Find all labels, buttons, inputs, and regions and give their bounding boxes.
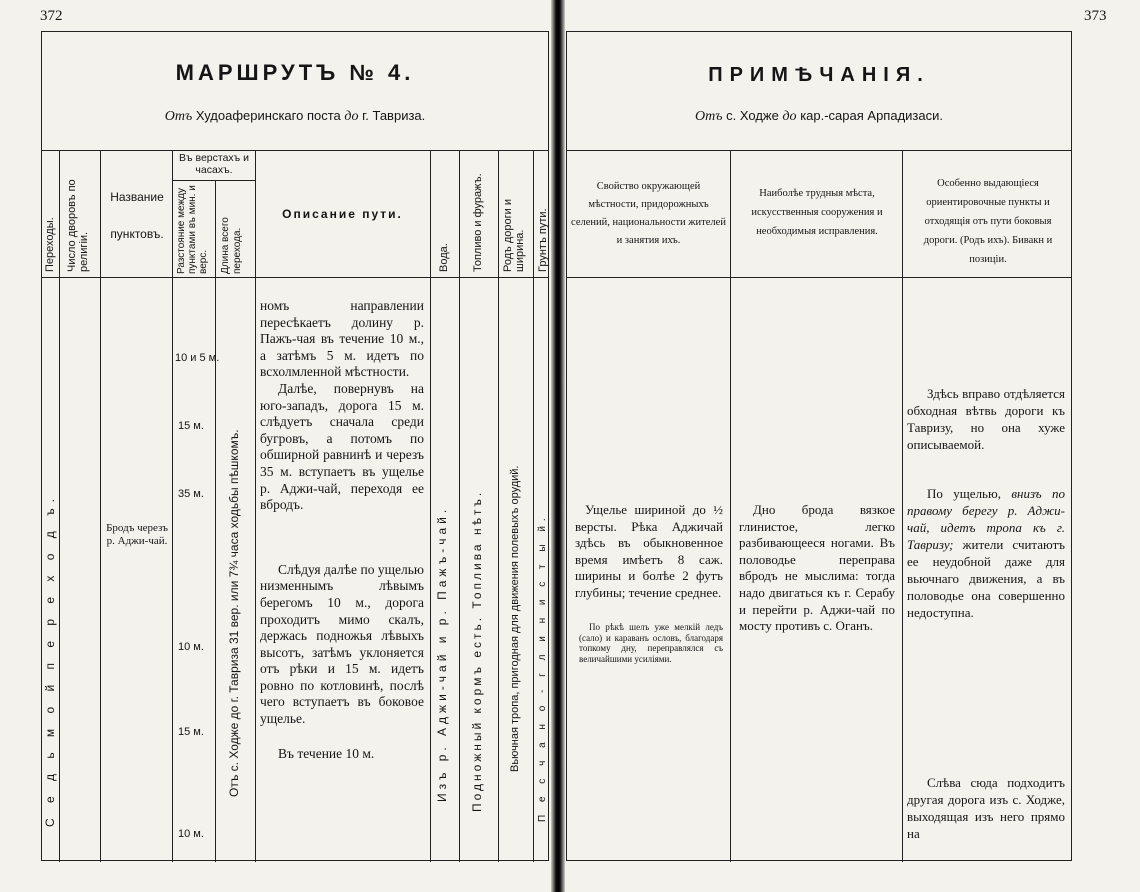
header-description: Описание пути. [282, 207, 403, 221]
col-divider [730, 150, 731, 862]
subtitle-to: г. Тавриза. [362, 108, 426, 123]
subheader-rule [173, 180, 255, 181]
header-points-name: Название [110, 190, 164, 204]
header-soil: Грунтъ пути. [537, 208, 549, 272]
distance-2: 15 м. [178, 420, 204, 432]
notes-col1-note: По рѣкѣ шелъ уже мелкій ледъ (сало) и караванъ ословъ, благодаря топкому дну, переправлялся съ величайшими усиліями. [579, 622, 723, 664]
notes-header-bottom-rule [567, 277, 1071, 278]
header-points-suffix: пунктовъ. [110, 227, 164, 241]
point-name: Бродъ черезъ р. Аджи-чай. [106, 522, 168, 547]
notes-title: ПРИМѢЧАНІЯ. [708, 64, 930, 86]
route-subtitle [42, 108, 548, 125]
col-divider [498, 150, 499, 862]
distance-3: 35 м. [178, 488, 204, 500]
description-para-3: Слѣдуя далѣе по ущелью низменнымъ лѣвымъ берегомъ 10 м., дорога проходитъ мимо скалъ, держась подножья лѣвыхъ высотъ, затѣмъ уклоняется отъ рѣки и 15 м. идетъ ровно по котловинѣ, послѣ чего вступаетъ въ боковое ущелье. [260, 561, 424, 727]
col3-para2-a: По ущелью, [927, 486, 1012, 501]
notes-header-top-rule [567, 150, 1071, 151]
col-divider [172, 150, 173, 862]
crossing-label: С е д ь м о й п е р е х о д ъ. [43, 493, 57, 827]
notes-col3-para3: Слѣва сюда подходитъ другая дорога изъ с. Ходже, выходящая изъ него прямо на [907, 775, 1065, 841]
col-divider [430, 150, 431, 862]
header-fuel: Топливо и фуражъ. [472, 173, 484, 272]
description-para-1: номъ направлении пересѣкаетъ долину р. Пажъ-чая въ течение 10 м., а затѣмъ 5 м. идетъ по всхолмленной мѣстности. [260, 298, 424, 380]
distance-6: 10 м. [178, 828, 204, 840]
soil-text: П е с ч а н о - г л и н и с т ы й. [537, 513, 548, 822]
subtitle-from-word: Отъ [164, 109, 193, 124]
notes-col1-text: Ущелье шириной до ½ версты. Рѣка Аджичай здѣсь въ обыкновенное время имѣетъ 8 саж. ширины и болѣе 2 футъ глубины; течение среднее. [575, 502, 723, 600]
notes-col2-text: Дно брода вязкое глинистое, легко разбивающееся ногами. Въ половодье переправа вбродъ не мыслима: тогда надо двигаться къ г. Серабу и перейти р. Аджи-чай по мосту противъ с. Оганъ. [739, 502, 895, 634]
col3-para2-italic: внизъ по правому берегу р. Аджи-чай, идетъ тропа къ г. Тавризу; [907, 486, 1066, 552]
header-length-total: Длина всего перехода. [220, 217, 243, 274]
notes-col3-para1: Здѣсь вправо отдѣляется обходная вѣтвь дороги къ Тавризу, но она хуже описываемой. [907, 386, 1065, 452]
description-para-4: Въ течение 10 м. [278, 745, 375, 761]
subtitle-to-word: до [344, 109, 359, 124]
distance-1: 10 и 5 м. [175, 352, 220, 364]
distance-4: 10 м. [178, 641, 204, 653]
col-divider [100, 150, 101, 862]
road-text: Вьючная тропа, пригодная для движения полевыхъ орудий. [509, 465, 521, 772]
header-households: Число дворовъ по религіи. [66, 179, 90, 272]
header-in-versts: Въ верстахъ и часахъ. [179, 152, 249, 176]
page-number-left: 372 [40, 8, 63, 24]
header-crossings: Переходы. [44, 217, 56, 272]
col-divider [533, 150, 534, 862]
notes-from: с. Ходже [726, 108, 779, 123]
col3-para2-b: жители считаютъ ее неудобной даже для вьючнаго движения, а въ половодье она совершенно недоступна. [907, 537, 1065, 620]
col-divider [59, 150, 60, 862]
header-water: Вода. [438, 243, 450, 272]
subtitle-from: Худоаферинскаго поста [195, 108, 341, 123]
water-text: Изъ р. Аджи-чай и р. Пажъ-чай. [435, 505, 449, 802]
notes-to-word: до [782, 109, 797, 124]
header-road-type: Родъ дороги и ширина. [502, 199, 526, 272]
header-top-rule [42, 150, 548, 151]
col-divider [459, 150, 460, 862]
notes-col1-header: Свойство окружающей мѣстности, придорожныхъ селений, национальности жителей и занятия ихъ. [571, 181, 726, 246]
col-divider [902, 150, 903, 862]
right-page-table [566, 31, 1072, 861]
header-bottom-rule [42, 277, 548, 278]
col-divider [215, 180, 216, 862]
notes-col3-header: Особенно выдающiеся ориентировочные пункты и отходящiя отъ пути боковыя дороги. (Родъ ихъ). Бивакн и позицiи. [923, 178, 1053, 265]
total-length: Отъ с. Ходже до г. Тавриза 31 вер. или 7¾ часа ходьбы пѣшкомъ. [227, 429, 241, 797]
page-number-right: 373 [1084, 8, 1107, 24]
description-text [260, 298, 424, 762]
route-title: МАРШРУТЪ № 4. [175, 60, 415, 85]
distance-5: 15 м. [178, 726, 204, 738]
book-spine [551, 0, 565, 892]
fuel-text: Подножный кормъ есть. Топлива нѣтъ. [470, 489, 484, 812]
description-para-2: Далѣе, повернувъ на юго-западъ, дорога 15 м. слѣдуетъ сначала среди бугровъ, а потомъ по обширной равнинѣ и черезъ 35 м. вступаетъ въ ущелье р. Аджи-чай, переходя ее вбродъ. [260, 380, 424, 513]
col-divider [255, 150, 256, 862]
notes-col3-para2 [907, 485, 1065, 621]
notes-subtitle [567, 108, 1071, 125]
notes-col2-header: Наиболѣе трудныя мѣста, искусственныя сооружения и необходимыя исправления. [751, 188, 883, 237]
left-page-table [41, 31, 549, 861]
header-distance-between: Разстояние между пунктами въ мин. и верс. [176, 185, 209, 274]
notes-to: кар.-сарая Арпадизаси. [800, 108, 943, 123]
notes-from-word: Отъ [695, 109, 723, 124]
